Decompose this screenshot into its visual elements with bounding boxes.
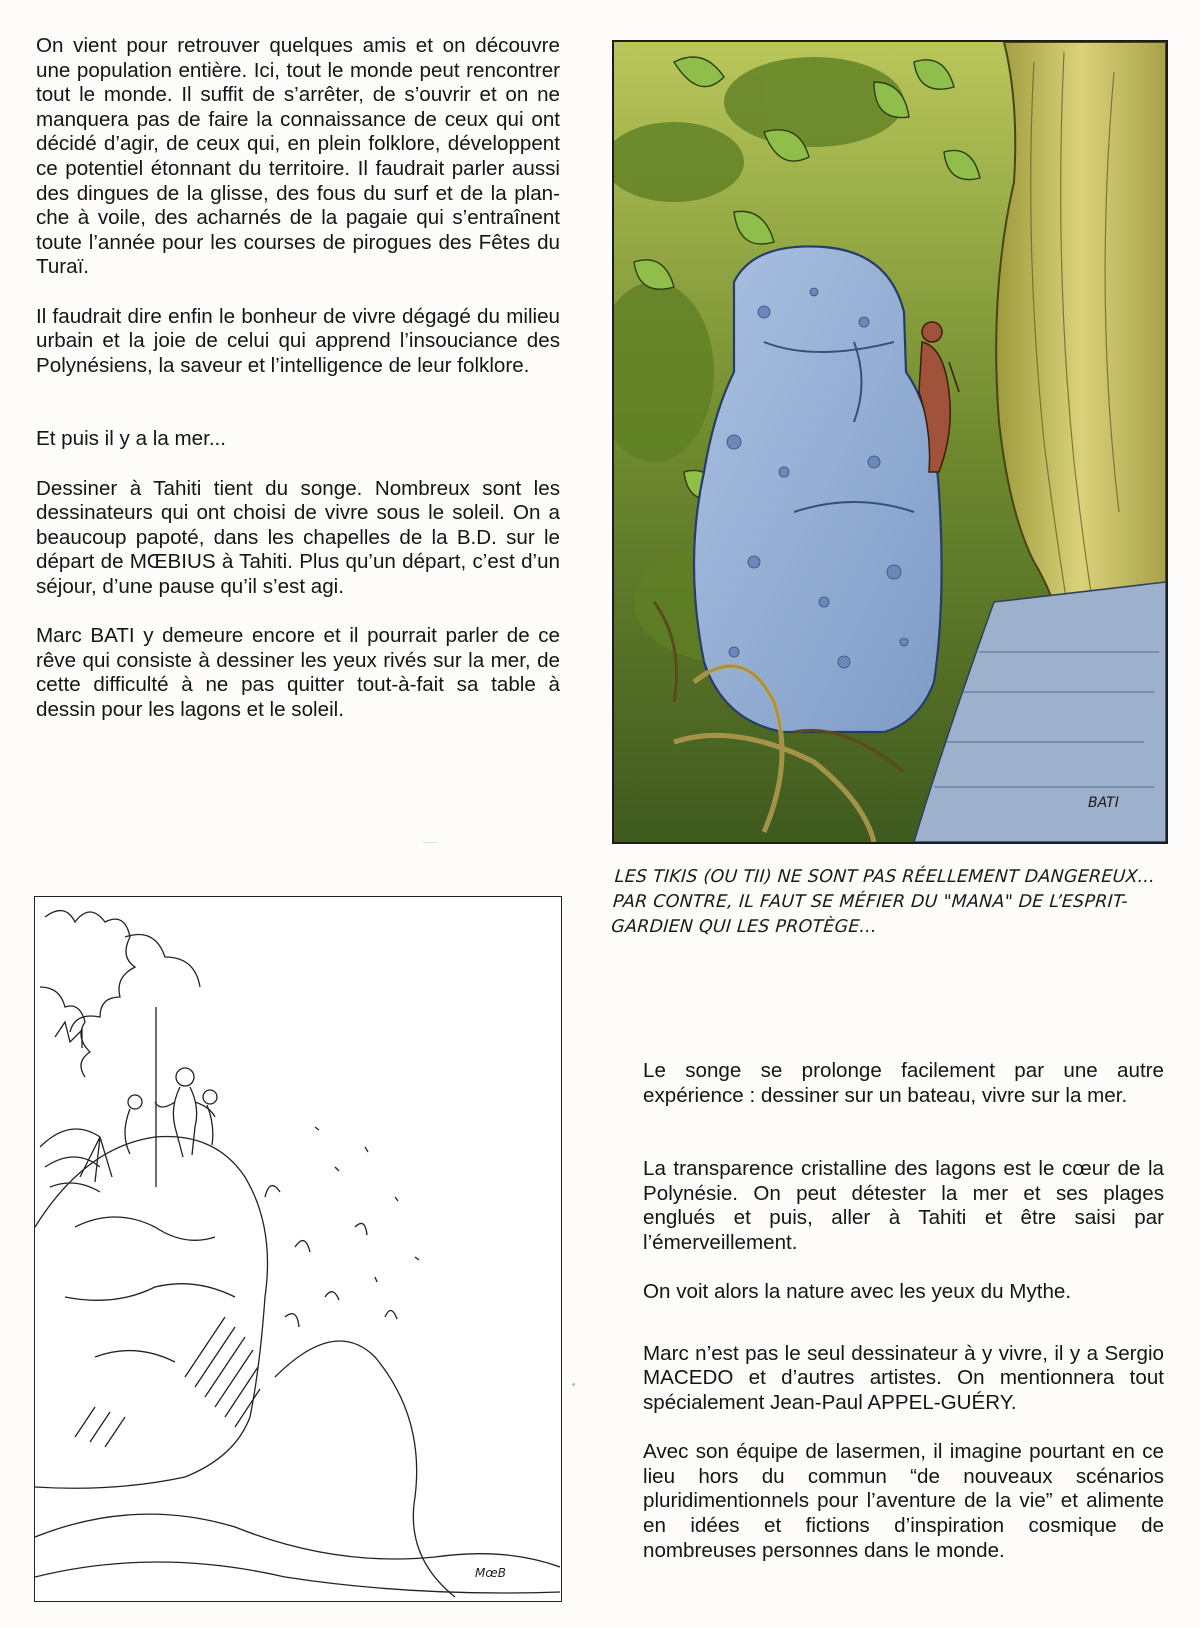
paragraph-lagons: La transparence cristalline des lagons est le cœur de la Polynésie. On peut détester la mer et ses plages englués et puis, aller à Tahiti et être saisi par l’émerveillement.: [643, 1157, 1164, 1254]
caption-line: PAR CONTRE, IL FAUT SE MÉFIER DU "MANA" DE L’ESPRIT-: [612, 892, 1129, 912]
tiki-jungle-drawing: [614, 42, 1166, 842]
cliff-wave-drawing: [35, 897, 560, 1600]
paragraph-la-mer: Et puis il y a la mer...: [36, 427, 226, 451]
stray-dot: [572, 1383, 575, 1386]
right-text-column: [643, 1059, 1164, 1563]
paragraph-population: On vient pour retrouver quelques amis et on découvre une population entière. Ici, tout le monde peut rencontrer tout le monde. Il suffit de s’arrêter, de s’ouvrir et on ne manquera pas de faire la connaissance de ceux qui ont décidé d’agir, de ceux qui, en plein folklore, développent ce potentiel étonnant du territoire. Il faudrait parler aussi des dingues de la glisse, des fous du surf et de la planche à voile, des acharnés de la pagaie qui s’entraînent toute l’année pour les courses de pirogues des Fêtes du Turaï.: [36, 34, 560, 279]
stray-mark: [423, 842, 437, 843]
caption-line: GARDIEN QUI LES PROTÈGE...: [610, 917, 878, 937]
plate-caption: [610, 865, 1175, 940]
paragraph-autres-artistes: Marc n’est pas le seul dessinateur à y vivre, il y a Sergio MACEDO et d’autres artistes. On mentionnera tout spécialement Jean-Paul APPEL-GUÉRY.: [643, 1341, 1164, 1414]
caption-line: LES TIKIS (OU TII) NE SONT PAS RÉELLEMENT DANGEREUX...: [614, 867, 1156, 887]
paragraph-marc-bati: Marc BATI y demeure encore et il pourrait parler de ce rêve qui consiste à dessiner les yeux rivés sur la mer, de cette difficulté à ne pas quitter tout-à-fait sa table à dessin pour les lagons et le soleil.: [36, 624, 560, 721]
paragraph-songe: Le songe se prolonge facilement par une autre expérience : dessiner sur un bateau, vivre sur la mer.: [643, 1059, 1164, 1107]
cliff-wave-sketch: [34, 896, 562, 1602]
paragraph-dessiner-tahiti: Dessiner à Tahiti tient du songe. Nombreux sont les dessinateurs qui ont choisi de vivre sous le soleil. On a beaucoup papoté, dans les chapelles de la B.D. sur le départ de MŒBIUS à Tahiti. Plus qu’un départ, c’est d’un séjour, d’une pause qu’il s’est agi.: [36, 476, 560, 598]
moebius-signature: MœB: [475, 1566, 506, 1580]
bati-signature: BATI: [1088, 795, 1119, 811]
left-text-column: [36, 34, 560, 722]
paragraph-bonheur: Il faudrait dire enfin le bonheur de vivre dégagé du milieu urbain et la joie de celui qui apprend l’insouciance des Polynésiens, la saveur et l’intelligence de leur folklore.: [36, 304, 560, 377]
paragraph-mythe: On voit alors la nature avec les yeux du Mythe.: [643, 1280, 1072, 1304]
tiki-jungle-illustration: [612, 40, 1168, 844]
paragraph-lasermen: Avec son équipe de lasermen, il imagine pourtant en ce lieu hors du commun “de nouveaux scénarios pluridimentionnels pour l’aventure de la vie” et alimente en idées et fictions d’inspiration cosmique de nombreuses personnes dans le monde.: [643, 1440, 1164, 1562]
